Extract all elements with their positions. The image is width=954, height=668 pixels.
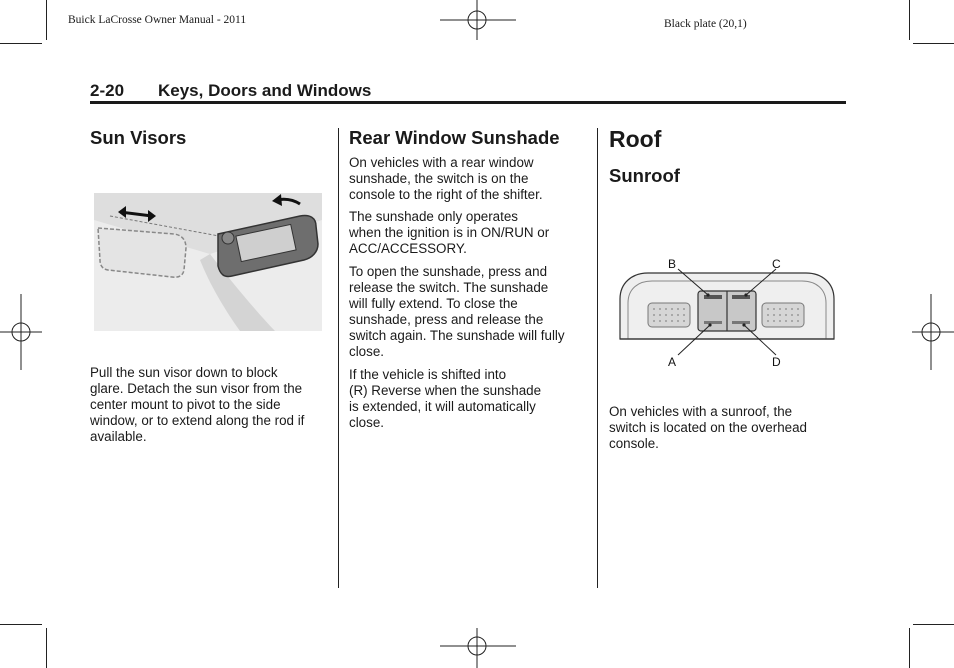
text-line: will fully extend. To close the	[349, 296, 518, 311]
chapter-title: Keys, Doors and Windows	[158, 81, 372, 100]
subsection-heading-sunroof: Sunroof	[609, 165, 680, 186]
figure-label-d: D	[772, 355, 781, 369]
text-line: sunshade, the switch is on the	[349, 171, 529, 186]
figure-label-c: C	[772, 257, 781, 271]
registration-mark-top	[440, 0, 516, 44]
registration-mark-left	[0, 294, 44, 370]
crop-mark	[46, 628, 47, 668]
text-line: when the ignition is in ON/RUN or	[349, 225, 550, 240]
text-line: To open the sunshade, press and	[349, 264, 548, 279]
text-line: is extended, it will automatically	[349, 399, 536, 414]
text-line: close.	[349, 344, 384, 359]
text-line: Pull the sun visor down to block	[90, 365, 278, 380]
section-heading-rear-window-sunshade: Rear Window Sunshade	[349, 127, 560, 148]
figure-label-a: A	[668, 355, 677, 369]
text-line: available.	[90, 429, 147, 444]
text-line: ACC/ACCESSORY.	[349, 241, 467, 256]
crop-mark	[913, 43, 954, 44]
figure-label-b: B	[668, 257, 677, 271]
text-line: glare. Detach the sun visor from the	[90, 381, 303, 396]
text-line: center mount to pivot to the side	[90, 397, 281, 412]
crop-mark	[913, 624, 954, 625]
text-line: On vehicles with a sunroof, the	[609, 404, 793, 419]
sunshade-paragraph-4	[349, 367, 541, 431]
text-line: sunshade, press and release the	[349, 312, 544, 327]
section-heading-roof: Roof	[609, 126, 662, 152]
text-line: console.	[609, 436, 659, 451]
column-divider	[597, 128, 598, 588]
text-line: (R) Reverse when the sunshade	[349, 383, 542, 398]
sunshade-paragraph-1	[349, 155, 543, 203]
crop-mark	[46, 0, 47, 40]
text-line: switch again. The sunshade will fully	[349, 328, 565, 343]
text-line: switch is located on the overhead	[609, 420, 808, 435]
section-heading-sun-visors: Sun Visors	[90, 127, 187, 148]
sun-visors-text	[90, 365, 304, 445]
text-line: If the vehicle is shifted into	[349, 367, 507, 382]
text-line: close.	[349, 415, 384, 430]
text-line: On vehicles with a rear window	[349, 155, 534, 170]
plate-label: Black plate (20,1)	[664, 18, 747, 30]
sun-visor-illustration	[90, 190, 324, 334]
sunshade-paragraph-2	[349, 209, 549, 257]
crop-mark	[0, 624, 42, 625]
crop-mark	[0, 43, 42, 44]
text-line: console to the right of the shifter.	[349, 187, 543, 202]
crop-mark	[909, 0, 910, 40]
sunshade-paragraph-3	[349, 264, 565, 360]
text-line: window, or to extend along the rod if	[90, 413, 305, 428]
text-line: release the switch. The sunshade	[349, 280, 549, 295]
column-divider	[338, 128, 339, 588]
text-line: The sunshade only operates	[349, 209, 518, 224]
header-rule	[90, 101, 846, 104]
page-number: 2-20	[90, 81, 125, 100]
registration-mark-right	[910, 294, 954, 370]
manual-title: Buick LaCrosse Owner Manual - 2011	[68, 14, 247, 26]
crop-mark	[909, 628, 910, 668]
sunroof-text	[609, 404, 807, 452]
registration-mark-bottom	[440, 624, 516, 668]
sunroof-switch-diagram	[618, 255, 836, 369]
